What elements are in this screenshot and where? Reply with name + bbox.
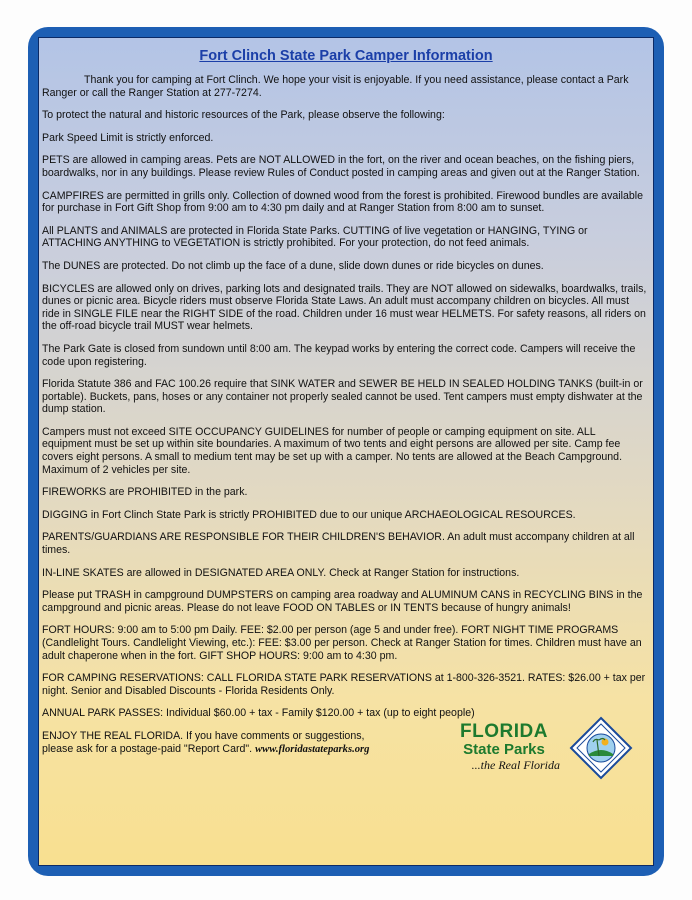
document-body [39,74,653,720]
website-link[interactable]: www.floridastateparks.org [255,743,370,755]
paragraph-digging: DIGGING in Fort Clinch State Park is strictly PROHIBITED due to our unique ARCHAEOLOGICAL RESOURCES. [42,508,576,521]
paragraph-occupancy: Campers must not exceed SITE OCCUPANCY GUIDELINES for number of people or camping equipment on site. ALL equipment must be set up within site boundaries. A maximum of two tents and eight persons are allowed per site. Camp fee covers eight persons. A small to medium tent may be set up with a camper. No tents are allowed at the Beach Campground. Maximum of 2 vehicles per site. [42,425,623,476]
paragraph-protect: To protect the natural and historic resources of the Park, please observe the following: [42,109,445,122]
paragraph-parents: PARENTS/GUARDIANS ARE RESPONSIBLE FOR THEIR CHILDREN'S BEHAVIOR. An adult must accompany children at all times. [42,531,635,557]
paragraph-gate: The Park Gate is closed from sundown until 8:00 am. The keypad works by entering the correct code. Campers will receive the code upon registering. [42,342,636,368]
paragraph-campfires: CAMPFIRES are permitted in grills only. Collection of downed wood from the forest is prohibited. Firewood bundles are available for purchase in Fort Gift Shop from 9:00 am to 4:30 pm daily and at Ranger Station from 8:00 am to sunset. [42,189,643,215]
logo-state-parks: State Parks [463,740,545,758]
logo-florida: FLORIDA [460,720,548,742]
paragraph-statute: Florida Statute 386 and FAC 100.26 require that SINK WATER and SEWER BE HELD IN SEALED HOLDING TANKS (built-in or portable). Buckets, pans, hoses or any container not properly sealed cannot be used. Tent campers must empty dishwater at the dump station. [42,378,643,416]
paragraph-skates: IN-LINE SKATES are allowed in DESIGNATED AREA ONLY. Check at Ranger Station for instructions. [42,566,520,579]
paragraph-passes: ANNUAL PARK PASSES: Individual $60.00 + tax - Family $120.00 + tax (up to eight people) [42,707,475,720]
park-service-seal-icon [569,716,633,780]
paragraph-pets: PETS are allowed in camping areas. Pets are NOT ALLOWED in the fort, on the river and ocean beaches, on the fishing piers, boardwalks, nor in any buildings. Please review Rules of Conduct posted in camping areas and given out at the Ranger Station. [42,154,640,179]
enjoy-line-1: ENJOY THE REAL FLORIDA. If you have comments or suggestions, [42,729,365,742]
paragraph-speed: Park Speed Limit is strictly enforced. [42,131,214,144]
page-frame [28,27,664,876]
footer [39,720,653,782]
paragraph-bicycles: BICYCLES are allowed only on drives, parking lots and designated trails. They are NOT allowed on sidewalks, boardwalks, trails, dunes or picnic area. Bicycle riders must observe Florida State Laws. An adult must accompany children on bicycles. All must ride in SINGLE FILE near the RIGHT SIDE of the road. Children under 16 must wear HELMETS. For safety reasons, all riders on the off-road bicycle trail MUST wear helmets. [42,282,647,333]
document-panel [38,37,654,866]
enjoy-line-2: please ask for a postage-paid "Report Card". [42,742,253,755]
paragraph-fireworks: FIREWORKS are PROHIBITED in the park. [42,486,248,499]
paragraph-fort-hours: FORT HOURS: 9:00 am to 5:00 pm Daily. FEE: $2.00 per person (age 5 and under free). FORT NIGHT TIME PROGRAMS (Candlelight Tours. Candlelight Viewing, etc.): FEE: $3.00 per person. Check at Ranger Station for times. Children must have an adult chaperone when in the fort. GIFT SHOP HOURS: 9:00 am to 4:30 pm. [42,624,642,662]
florida-state-parks-logo [444,722,564,772]
paragraph-intro: Thank you for camping at Fort Clinch. We hope your visit is enjoyable. If you need assistance, please contact a Park Ranger or call the Ranger Station at 277-7274. [42,74,629,99]
logo-tagline: ...the Real Florida [471,757,560,772]
paragraph-plants: All PLANTS and ANIMALS are protected in Florida State Parks. CUTTING of live vegetation or HANGING, TYING or ATTACHING ANYTHING to VEGETATION is strictly prohibited. For your protection, do not feed animals. [42,224,588,250]
enjoy-text [42,730,422,756]
paragraph-dunes: The DUNES are protected. Do not climb up the face of a dune, slide down dunes or ride bicycles on dunes. [42,259,544,272]
page-title: Fort Clinch State Park Camper Information [199,48,493,64]
paragraph-trash: Please put TRASH in campground DUMPSTERS on camping area roadway and ALUMINUM CANS in RECYCLING BINS in the campground and picnic areas. Please do not leave FOOD ON TABLES or IN TENTS because of hungry animals! [42,589,643,614]
paragraph-reservations: FOR CAMPING RESERVATIONS: CALL FLORIDA STATE PARK RESERVATIONS at 1-800-326-3521. RATES: $26.00 + tax per night. Senior and Disabled Discounts - Florida Residents Only. [42,672,646,697]
